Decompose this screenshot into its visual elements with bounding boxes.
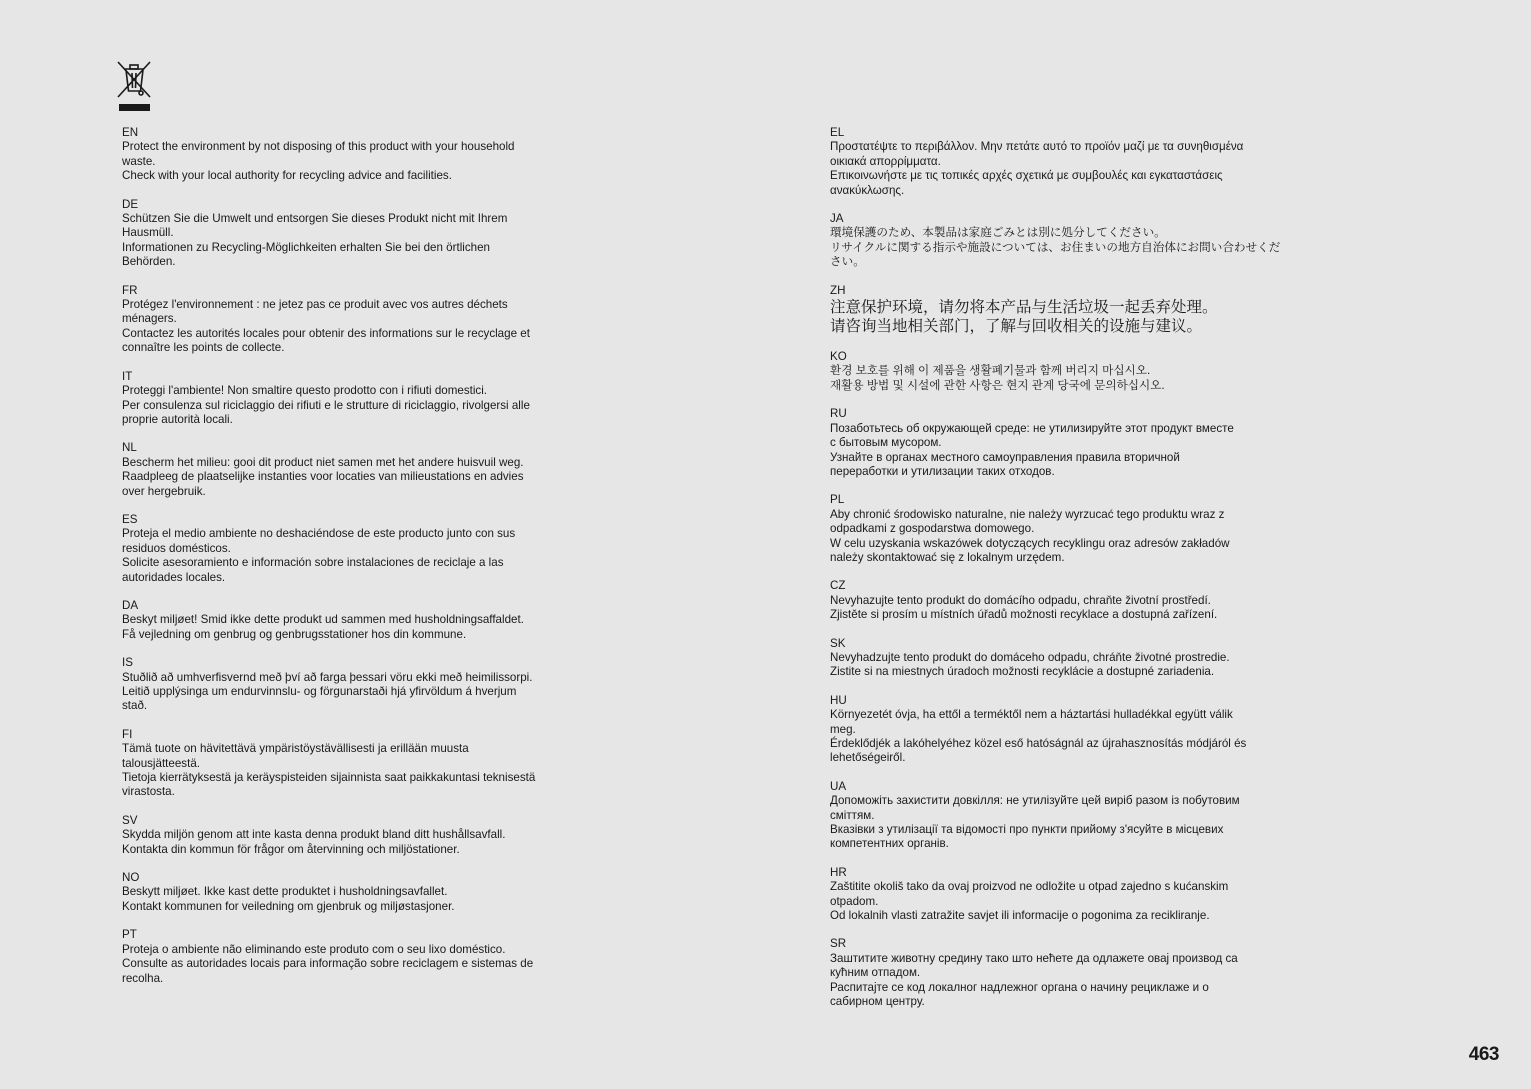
text-line: talousjätteestä.: [122, 756, 200, 770]
text-line: сабирном центру.: [830, 995, 925, 1009]
language-code: PL: [830, 493, 845, 507]
language-section-is: [122, 656, 574, 714]
text-line: 재활용 방법 및 시설에 관한 사항은 현지 관계 당국에 문의하십시오.: [830, 378, 1165, 392]
text-line: Proteja o ambiente não eliminando este produto com o seu lixo doméstico.: [122, 942, 506, 956]
text-line: recolha.: [122, 971, 164, 985]
language-code: KO: [830, 350, 847, 364]
text-line: autoridades locales.: [122, 570, 226, 584]
language-section-no: [122, 871, 574, 914]
text-line: Επικοινωνήστε με τις τοπικές αρχές σχετικά με συμβουλές και εγκαταστάσεις: [830, 169, 1223, 183]
language-section-ua: [830, 780, 1285, 852]
text-line: οικιακά απορρίμματα.: [830, 154, 941, 168]
text-line: Leitið upplýsinga um endurvinnslu- og förgunarstaði hjá yfirvöldum á hverjum: [122, 685, 517, 698]
text-line: Informationen zu Recycling-Möglichkeiten erhalten Sie bei den örtlichen: [122, 240, 490, 254]
text-line: Consulte as autoridades locais para informação sobre reciclagem e sistemas de: [122, 957, 534, 971]
text-line: Beskyt miljøet! Smid ikke dette produkt ud sammen med husholdningsaffaldet.: [122, 613, 524, 627]
language-code: EN: [122, 126, 139, 139]
text-line: ménagers.: [122, 312, 177, 326]
text-line: Вказівки з утилізації та відомості про пункти прийому з'ясуйте в місцевих: [830, 823, 1224, 837]
language-code: DA: [122, 598, 139, 612]
text-line: Hausmüll.: [122, 226, 174, 240]
text-line: Tietoja kierrätyksestä ja keräyspisteiden sijainnista saat paikkakuntasi teknisestä: [122, 771, 536, 785]
language-code: NO: [122, 871, 140, 885]
text-line: сміттям.: [830, 808, 875, 822]
language-code: DE: [122, 197, 139, 211]
text-line: residuos domésticos.: [122, 541, 231, 555]
text-line: W celu uzyskania wskazówek dotyczących recyklingu oraz adresów zakładów: [830, 536, 1230, 550]
text-line: Позаботьтесь об окружающей среде: не утилизируйте этот продукт вместе: [830, 421, 1234, 435]
text-line: Aby chronić środowisko naturalne, nie należy wyrzucać tego produktu wraz z: [830, 507, 1225, 521]
left-column: [122, 126, 574, 1000]
text-line: Od lokalnih vlasti zatražite savjet ili informacije o pogonima za recikliranje.: [830, 909, 1210, 923]
text-line: Környezetét óvja, ha ettől a terméktől nem a háztartási hulladékkal együtt válik: [830, 708, 1233, 722]
text-line: компетентних органів.: [830, 837, 949, 851]
text-line: Schützen Sie die Umwelt und entsorgen Sie dieses Produkt nicht mit Ihrem: [122, 212, 508, 226]
text-line: Érdeklődjék a lakóhelyéhez közel eső hatóságnál az újrahasznosítás módjáról és: [830, 737, 1247, 750]
text-line: さい。: [830, 255, 865, 269]
text-line: Beskytt miljøet. Ikke kast dette produktet i husholdningsavfallet.: [122, 885, 448, 899]
text-line: Nevyhazujte tento produkt do domácího odpadu, chraňte životní prostředí.: [830, 593, 1211, 607]
text-line: stað.: [122, 699, 148, 713]
text-line: odpadkami z gospodarstwa domowego.: [830, 522, 1035, 536]
text-line: 環境保護のため、本製品は家庭ごみとは別に処分してください。: [830, 226, 1166, 240]
text-line: Check with your local authority for recycling advice and facilities.: [122, 169, 452, 183]
language-section-it: [122, 370, 574, 428]
text-line: Proteggi l'ambiente! Non smaltire questo prodotto con i rifiuti domestici.: [122, 384, 488, 398]
language-section-da: [122, 599, 574, 642]
language-code: IS: [122, 656, 133, 670]
text-line: Bescherm het milieu: gooi dit product niet samen met het andere huisvuil weg.: [122, 455, 524, 469]
language-code: HU: [830, 693, 847, 707]
text-line: należy skontaktować się z lokalnym urzędem.: [830, 550, 1065, 564]
text-line: ανακύκλωσης.: [830, 183, 905, 197]
text-line: Заштитите животну средину тако што нећете да одлажете овај производ са: [830, 951, 1238, 965]
text-line: over hergebruik.: [122, 484, 206, 498]
text-line: Protégez l'environnement : ne jetez pas ce produit avec vos autres déchets: [122, 298, 508, 312]
language-section-ru: [830, 407, 1285, 479]
text-line: Solicite asesoramiento e información sobre instalaciones de reciclaje a las: [122, 556, 504, 570]
language-section-hr: [830, 866, 1285, 924]
text-line: переработки и утилизации таких отходов.: [830, 464, 1055, 478]
crossed-out-wheelie-bin-icon: [115, 58, 153, 114]
language-section-en: [122, 126, 574, 184]
language-code: HR: [830, 865, 847, 879]
text-line: Contactez les autorités locales pour obtenir des informations sur le recyclage et: [122, 326, 530, 340]
text-line: Tämä tuote on hävitettävä ympäristöystävällisesti ja erillään muusta: [122, 742, 469, 756]
text-line: Допоможіть захистити довкілля: не утилізуйте цей виріб разом із побутовим: [830, 794, 1240, 808]
language-code: FR: [122, 283, 138, 297]
text-line: Распитајте се код локалног надлежног органа о начину рециклаже и о: [830, 980, 1209, 994]
language-code: UA: [830, 779, 847, 793]
text-line: Skydda miljön genom att inte kasta denna produkt bland ditt hushållsavfall.: [122, 828, 506, 842]
text-line: 注意保护环境，请勿将本产品与生活垃圾一起丢弃处理。: [830, 299, 1218, 317]
page-number: 463: [1468, 1044, 1499, 1065]
text-line: virastosta.: [122, 785, 175, 799]
language-section-hu: [830, 694, 1285, 766]
text-line: lehetőségeiről.: [830, 751, 906, 765]
language-section-pl: [830, 493, 1285, 565]
text-line: Nevyhadzujte tento produkt do domáceho odpadu, chráňte životné prostredie.: [830, 650, 1230, 664]
text-line: 환경 보호를 위해 이 제품을 생활폐기물과 함께 버리지 마십시오.: [830, 364, 1151, 378]
language-section-fi: [122, 728, 574, 800]
language-section-zh: [830, 284, 1285, 336]
language-code: SR: [830, 937, 847, 951]
text-line: Kontakt kommunen for veiledning om gjenbruk og miljøstasjoner.: [122, 899, 455, 913]
language-section-ja: [830, 212, 1285, 270]
text-line: Protect the environment by not disposing of this product with your household: [122, 140, 515, 154]
right-column: [830, 126, 1285, 1024]
text-line: otpadom.: [830, 894, 879, 908]
language-code: FI: [122, 727, 133, 741]
text-line: Behörden.: [122, 255, 176, 269]
text-line: proprie autorità locali.: [122, 412, 233, 426]
text-line: Proteja el medio ambiente no deshaciéndose de este producto junto con sus: [122, 527, 516, 541]
text-line: Zaštitite okoliš tako da ovaj proizvod ne odložite u otpad zajedno s kućanskim: [830, 880, 1229, 894]
text-line: кућним отпадом.: [830, 966, 921, 980]
language-code: SK: [830, 636, 846, 650]
language-code: JA: [830, 212, 844, 226]
language-section-ko: [830, 350, 1285, 393]
language-code: RU: [830, 407, 847, 421]
text-line: с бытовым мусором.: [830, 436, 942, 450]
text-line: Узнайте в органах местного самоуправления правила вторичной: [830, 450, 1180, 464]
text-line: connaître les points de collecte.: [122, 341, 285, 355]
language-section-es: [122, 513, 574, 585]
language-code: NL: [122, 441, 137, 455]
text-line: Kontakta din kommun för frågor om återvinning och miljöstationer.: [122, 842, 460, 856]
text-line: Stuðlið að umhverfisvernd með því að farga þessari vöru ekki með heimilissorpi.: [122, 670, 533, 684]
text-line: Per consulenza sul riciclaggio dei rifiuti e le strutture di riciclaggio, rivolgersi alle: [122, 398, 530, 412]
text-line: waste.: [122, 154, 156, 168]
language-section-cz: [830, 579, 1285, 622]
language-code: IT: [122, 369, 133, 383]
language-section-el: [830, 126, 1285, 198]
language-code: ZH: [830, 283, 846, 297]
language-section-sv: [122, 814, 574, 857]
text-line: Zjistěte si prosím u místních úřadů možnosti recyklace a dostupná zařízení.: [830, 608, 1218, 622]
language-code: SV: [122, 813, 138, 827]
text-line: Raadpleeg de plaatselijke instanties voor locaties van milieustations en advies: [122, 470, 524, 484]
text-line: リサイクルに関する指示や施設については、お住まいの地方自治体にお問い合わせくだ: [830, 240, 1281, 254]
text-line: Προστατέψτε το περιβάλλον. Μην πετάτε αυτό το προϊόν μαζί με τα συνηθισμένα: [830, 140, 1244, 154]
language-section-sk: [830, 637, 1285, 680]
text-line: 请咨询当地相关部门，了解与回收相关的设施与建议。: [830, 318, 1203, 336]
language-code: EL: [830, 126, 845, 139]
text-line: Zistite si na miestnych úradoch možnosti recyklácie a dostupné zariadenia.: [830, 665, 1215, 679]
language-section-nl: [122, 441, 574, 499]
language-section-fr: [122, 284, 574, 356]
language-code: PT: [122, 928, 137, 942]
language-code: ES: [122, 512, 138, 526]
language-section-sr: [830, 937, 1285, 1009]
language-code: CZ: [830, 579, 846, 593]
language-section-de: [122, 198, 574, 270]
text-line: Få vejledning om genbrug og genbrugsstationer hos din kommune.: [122, 627, 467, 641]
text-line: meg.: [830, 722, 856, 736]
language-section-pt: [122, 928, 574, 986]
